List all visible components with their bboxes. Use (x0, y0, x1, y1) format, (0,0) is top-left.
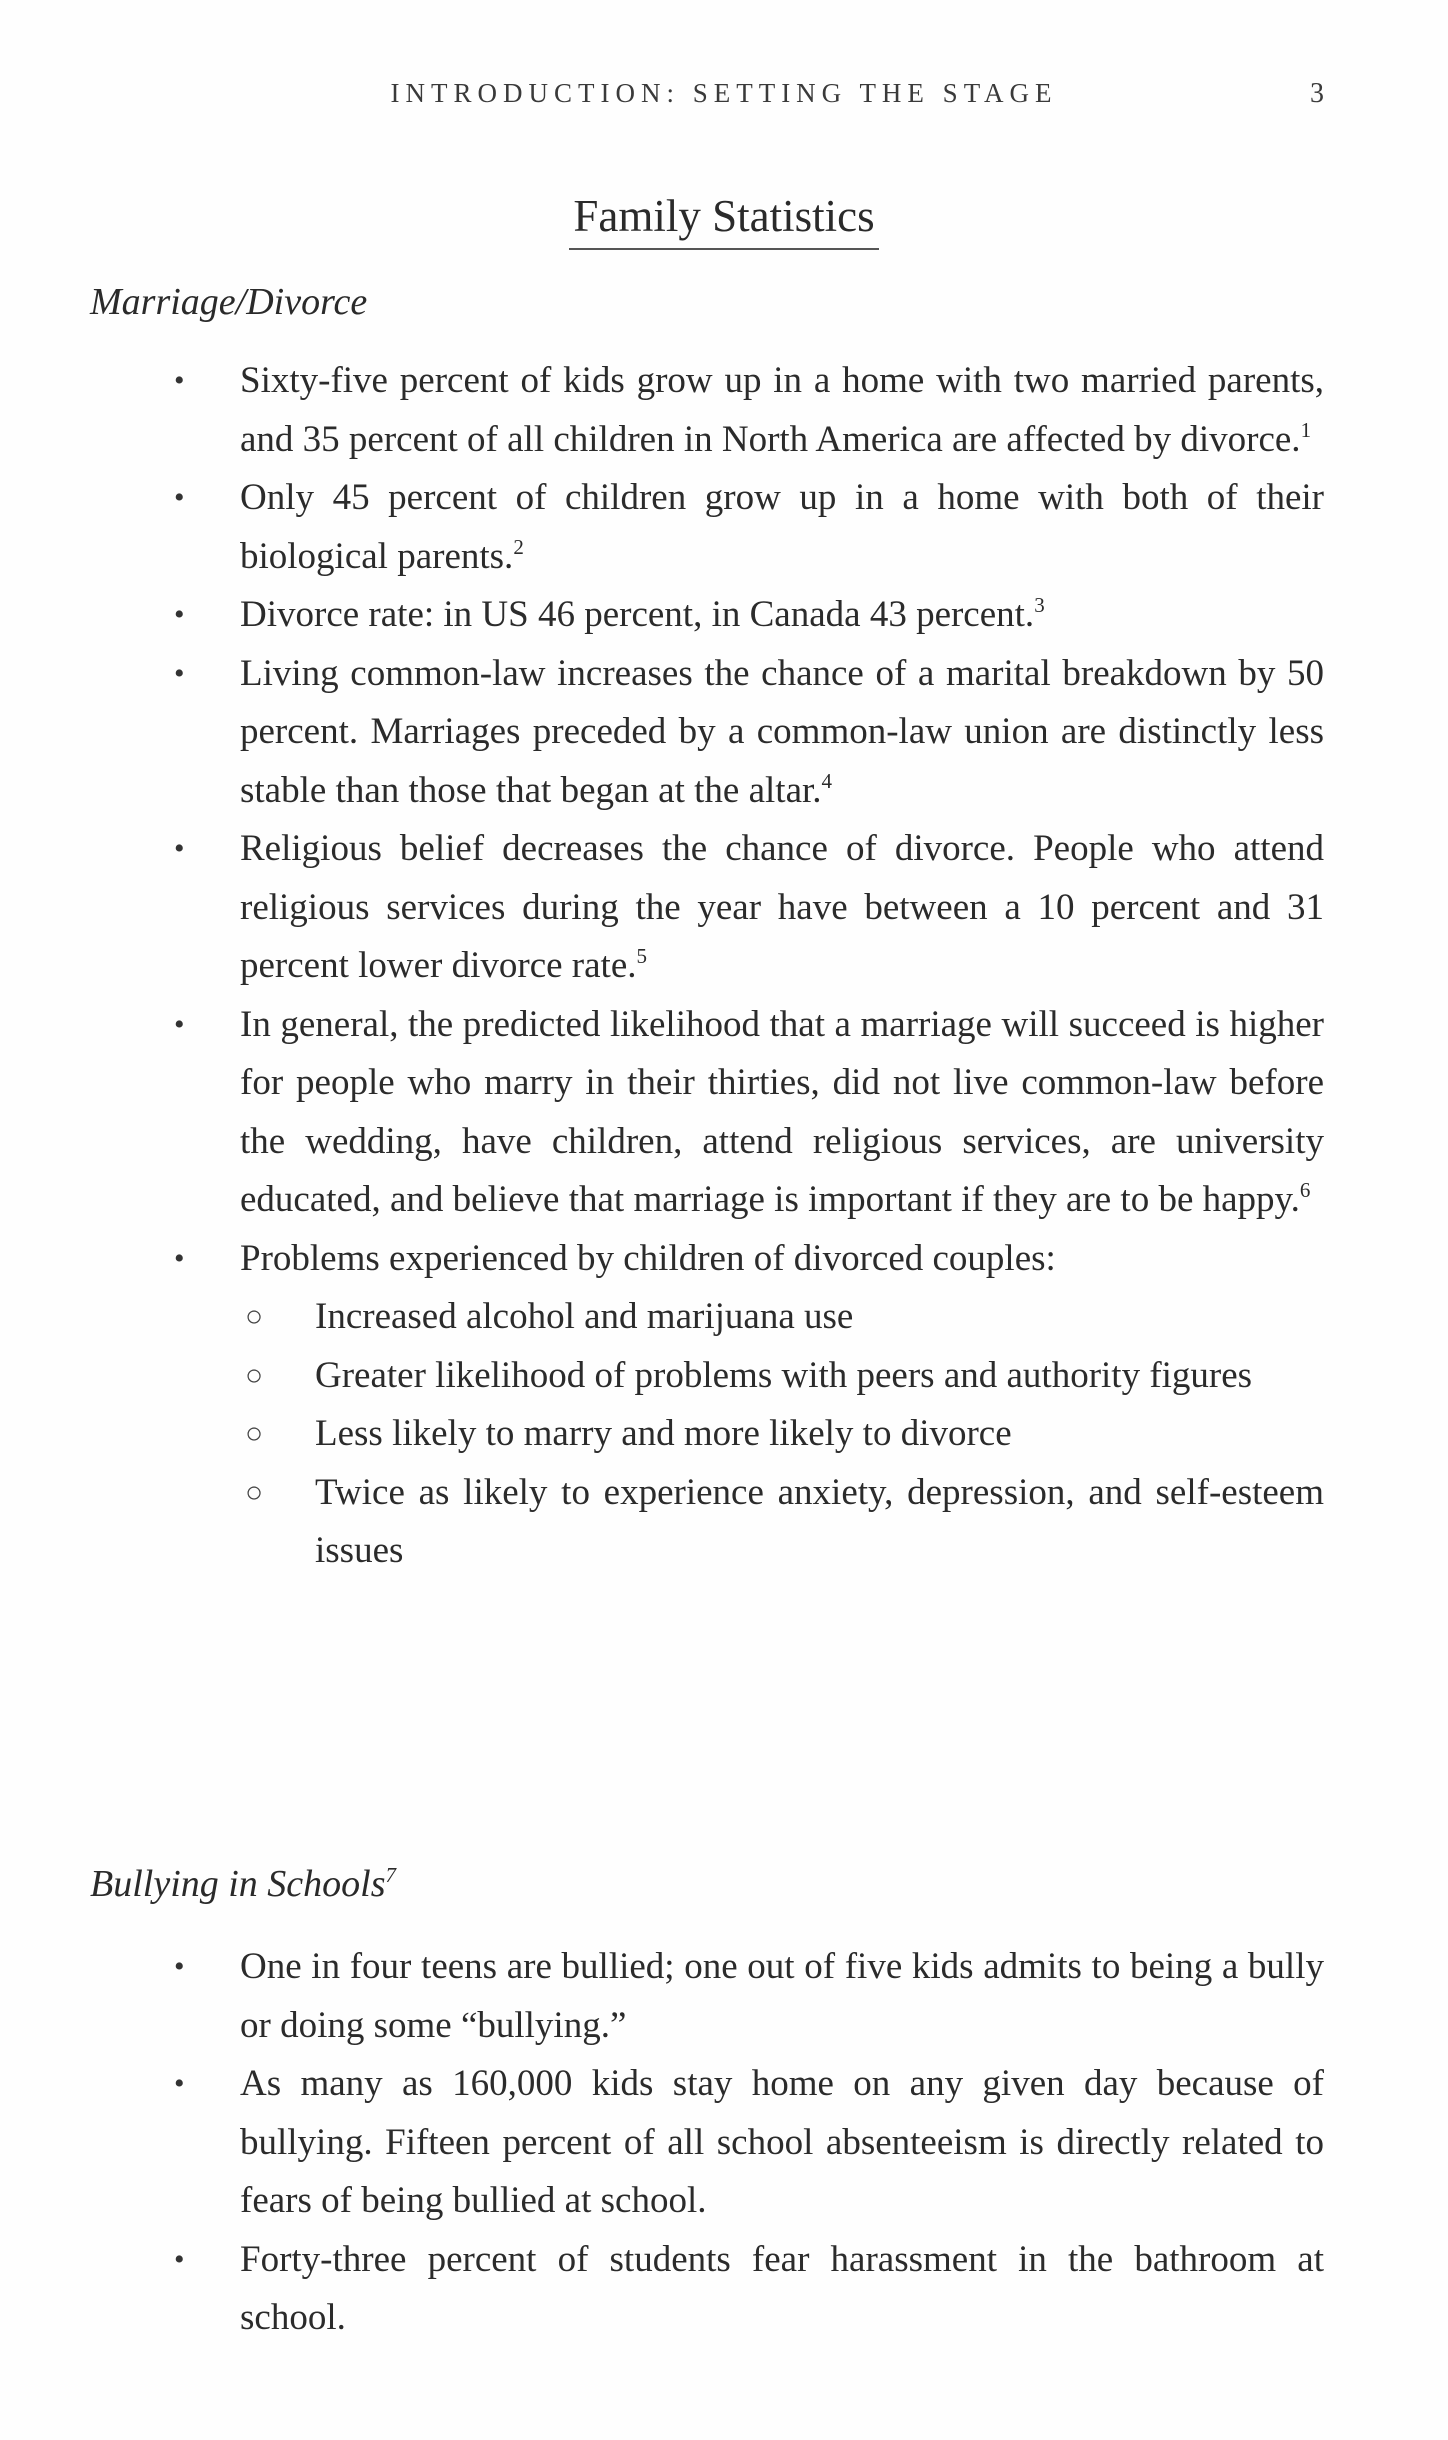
list-item: • Divorce rate: in US 46 percent, in Canada 43 percent.$^3$ (240, 586, 1324, 645)
section-heading-bullying: Bullying in Schools$^7$ (90, 1863, 397, 1905)
list-item: • Only 45 percent of children grow up in a home with both of their biological parents.$^2$ (240, 469, 1324, 586)
circle-bullet-icon: ○ (245, 1417, 264, 1450)
bullet-icon: • (174, 1950, 185, 1983)
section-heading-marriage: Marriage/Divorce (90, 281, 368, 323)
circle-bullet-icon: ○ (245, 1475, 264, 1509)
page-number: 3 (1310, 78, 1324, 109)
bullet-icon: • (174, 598, 185, 631)
sub-list-item: ○ Twice as likely to experience anxiety, depression, and self-esteem issues (315, 1464, 1324, 1581)
page-title: Family Statistics (569, 190, 878, 250)
list-item: • As many as 160,000 kids stay home on any given day because of bullying. Fifteen percent of all school absenteeism is directly related to fears of being bullied at school. (240, 2055, 1324, 2231)
divorce-problems-sublist (240, 1288, 1324, 1581)
sub-list-item: ○ Greater likelihood of problems with peers and authority figures (315, 1347, 1324, 1406)
bullet-icon: • (174, 656, 185, 690)
title-wrap (0, 190, 1448, 250)
bullet-icon: • (174, 364, 185, 397)
marriage-list (174, 352, 1324, 1581)
sub-list-item: ○ Less likely to marry and more likely to divorce (315, 1405, 1324, 1464)
bullying-list (174, 1938, 1324, 2348)
list-item: • Living common-law increases the chance of a marital breakdown by 50 percent. Marriages preceded by a common-law union are distinctly less stable than those that began at the altar.$^4$ (240, 645, 1324, 821)
circle-bullet-icon: ○ (245, 1358, 264, 1392)
sub-list-item: ○ Increased alcohol and marijuana use (315, 1288, 1324, 1347)
list-item: • Problems experienced by children of divorced couples: ○ Increased alcohol and marijuana use ○ Greater likelihood of problems with peers and authority figures ○ Less likely to marry and more likely to divorce ○ Twice as likely to experience anxiety, depression, and self-esteem issues (240, 1230, 1324, 1581)
list-item: • One in four teens are bullied; one out of five kids admits to being a bully or doing some “bullying.” (240, 1938, 1324, 2055)
bullet-icon: • (174, 1007, 185, 1041)
bullet-icon: • (174, 832, 185, 865)
circle-bullet-icon: ○ (245, 1300, 264, 1333)
list-item: • In general, the predicted likelihood that a marriage will succeed is higher for people who marry in their thirties, did not live common-law before the wedding, have children, attend religious services, are university educated, and believe that marriage is important if they are to be happy.$^6$ (240, 996, 1324, 1230)
list-item: • Forty-three percent of students fear harassment in the bathroom at school. (240, 2231, 1324, 2348)
list-item: • Sixty-five percent of kids grow up in a home with two married parents, and 35 percent of all children in North America are affected by divorce.$^1$ (240, 352, 1324, 469)
bullet-icon: • (174, 481, 185, 514)
bullet-icon: • (174, 2067, 185, 2100)
list-item: • Religious belief decreases the chance of divorce. People who attend religious services during the year have between a 10 percent and 31 percent lower divorce rate.$^5$ (240, 820, 1324, 996)
bullet-icon: • (174, 1241, 185, 1275)
bullet-icon: • (174, 2242, 185, 2276)
running-header: INTRODUCTION: SETTING THE STAGE (390, 78, 1058, 108)
